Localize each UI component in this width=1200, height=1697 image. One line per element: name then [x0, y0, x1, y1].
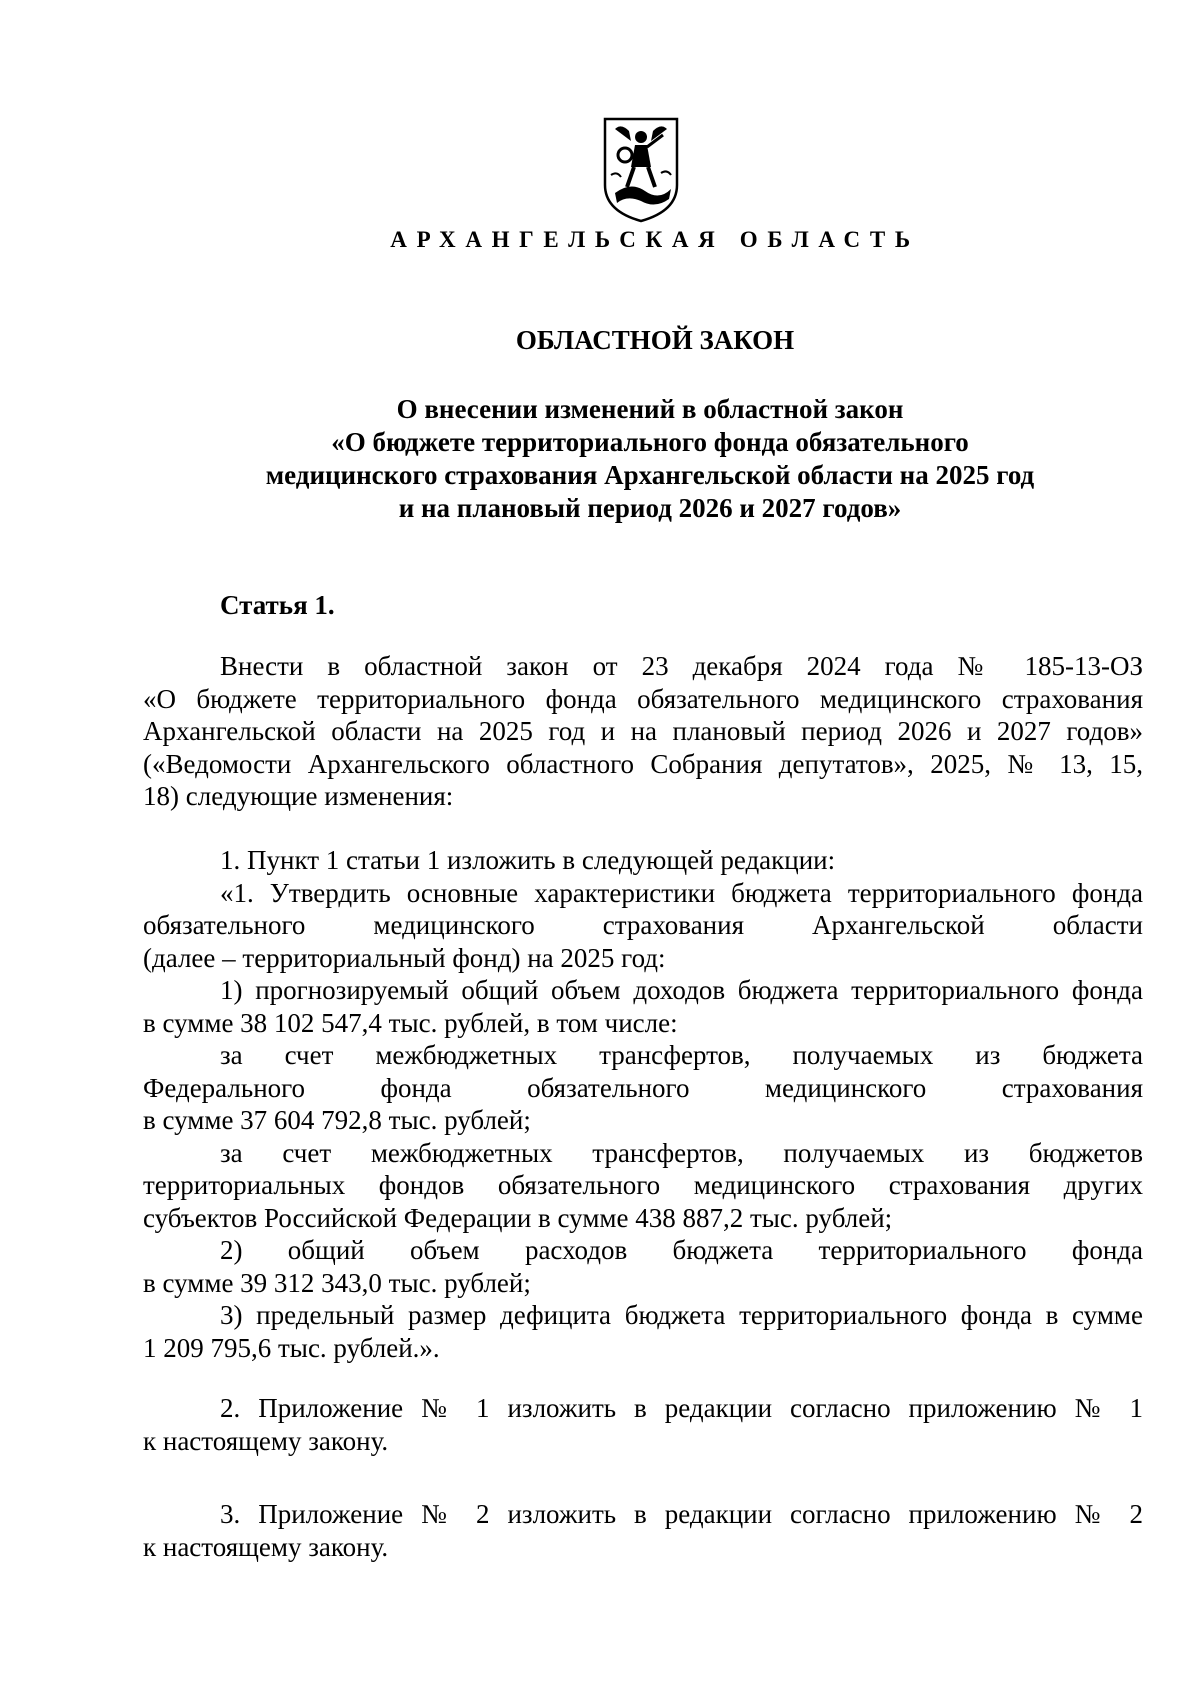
text-line: 1 209 795,6 тыс. рублей.».	[143, 1332, 440, 1363]
title-line: и на плановый период 2026 и 2027 годов»	[398, 493, 902, 523]
item-1-paragraph	[143, 844, 1143, 1364]
text-line: 2. Приложение № 1 изложить в редакции согласно приложению № 1	[220, 1393, 1143, 1423]
text-line: Архангельской области на 2025 год и на плановый период 2026 и 2027 годов»	[143, 716, 1143, 746]
text-line: 3. Приложение № 2 изложить в редакции согласно приложению № 2	[220, 1499, 1143, 1529]
text-line: 3) предельный размер дефицита бюджета территориального фонда в сумме	[220, 1300, 1143, 1330]
text-line: (далее – территориальный фонд) на 2025 год:	[143, 942, 666, 973]
region-name: АРХАНГЕЛЬСКАЯ ОБЛАСТЬ	[390, 227, 920, 252]
text-line: 2) общий объем расходов бюджета территориального фонда	[220, 1235, 1143, 1265]
title-line: О внесении изменений в областной закон	[396, 394, 904, 424]
title-line: «О бюджете территориального фонда обязательного	[331, 427, 969, 457]
text-line: в сумме 38 102 547,4 тыс. рублей, в том числе:	[143, 1007, 678, 1038]
text-line: в сумме 39 312 343,0 тыс. рублей;	[143, 1267, 531, 1298]
text-line: территориальных фондов обязательного медицинского страхования других	[143, 1170, 1143, 1200]
text-line: «О бюджете территориального фонда обязательного медицинского страхования	[143, 683, 1143, 714]
text-line: 1. Пункт 1 статьи 1 изложить в следующей редакции:	[220, 845, 836, 875]
text-line: к настоящему закону.	[143, 1425, 389, 1456]
text-line: за счет межбюджетных трансфертов, получаемых из бюджета	[220, 1040, 1143, 1070]
text-line: обязательного медицинского страхования Архангельской области	[143, 910, 1143, 940]
text-line: за счет межбюджетных трансфертов, получаемых из бюджетов	[220, 1137, 1143, 1168]
article-heading: Статья 1.	[220, 590, 335, 620]
document-title	[0, 393, 1200, 525]
text-line: к настоящему закону.	[143, 1531, 389, 1562]
text-line: («Ведомости Архангельского областного Собрания депутатов», 2025, № 13, 15,	[143, 748, 1143, 779]
text-line: в сумме 37 604 792,8 тыс. рублей;	[143, 1105, 531, 1135]
document-type: ОБЛАСТНОЙ ЗАКОН	[515, 325, 795, 355]
item-3-paragraph	[143, 1498, 1143, 1563]
text-line: Внести в областной закон от 23 декабря 2024 года № 185-13-ОЗ	[220, 651, 1143, 681]
text-line: 18) следующие изменения:	[143, 781, 454, 811]
text-line: 1) прогнозируемый общий объем доходов бюджета территориального фонда	[220, 975, 1143, 1005]
text-line: Федерального фонда обязательного медицинского страхования	[143, 1072, 1143, 1103]
intro-paragraph	[143, 650, 1143, 813]
text-line: субъектов Российской Федерации в сумме 438 887,2 тыс. рублей;	[143, 1202, 893, 1233]
item-2-paragraph	[143, 1392, 1143, 1457]
text-line: «1. Утвердить основные характеристики бюджета территориального фонда	[220, 877, 1143, 908]
coat-of-arms-icon	[601, 115, 681, 223]
title-line: медицинского страхования Архангельской области на 2025 год	[265, 460, 1035, 490]
